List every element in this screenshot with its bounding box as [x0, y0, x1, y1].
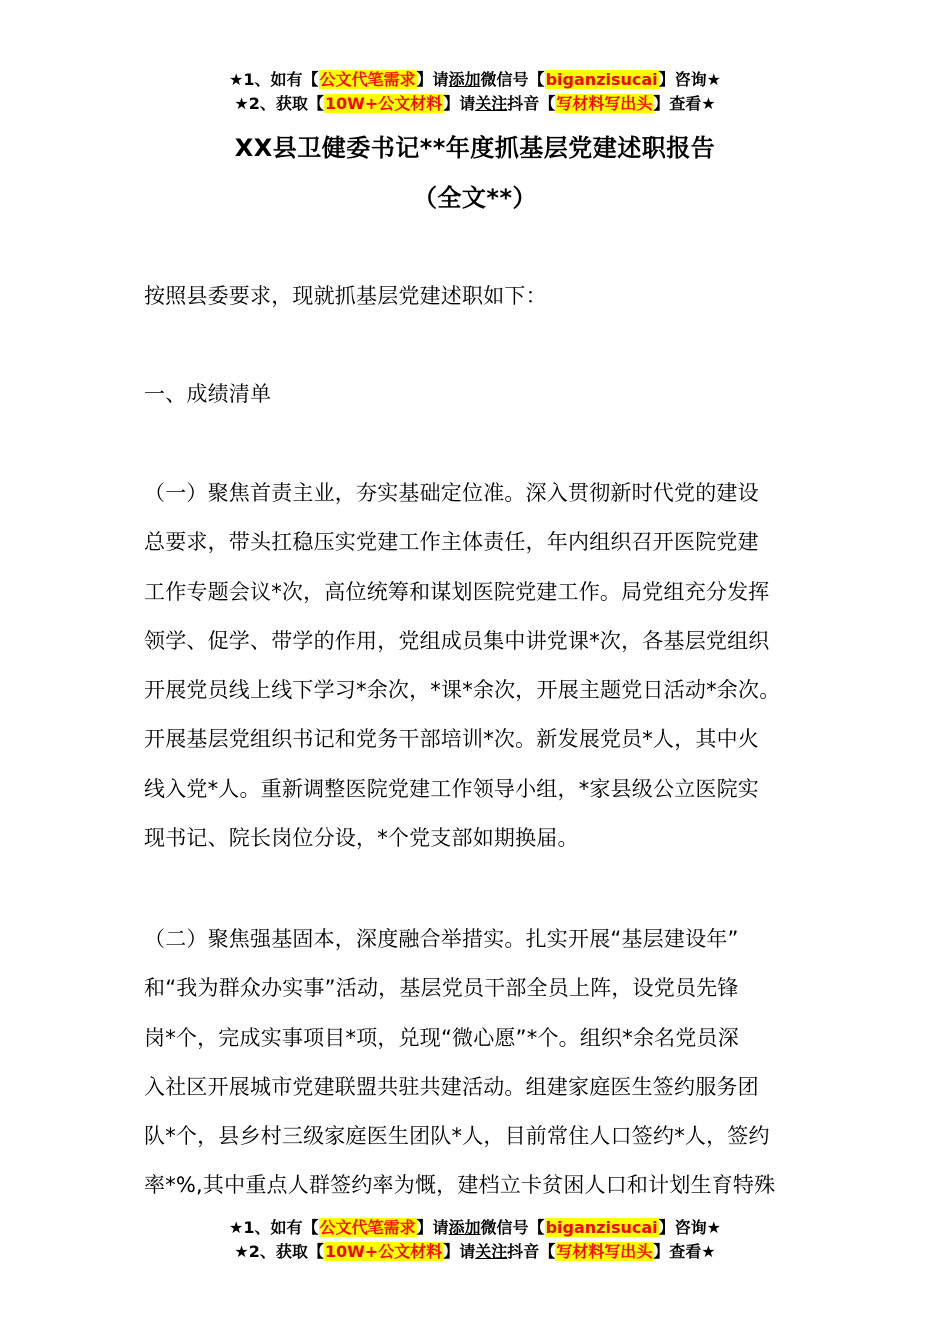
promo-banner-bottom — [0, 1216, 950, 1264]
paragraph-line: 工作专题会议*次，高位统筹和谋划医院党建工作。局党组充分发挥 — [144, 579, 770, 604]
paragraph-line: 入社区开展城市党建联盟共驻共建活动。组建家庭医生签约服务团 — [144, 1074, 759, 1099]
paragraph-line: 队*个，县乡村三级家庭医生团队*人，目前常住人口签约*人，签约 — [144, 1124, 770, 1149]
paragraph-line: 领学、促学、带学的作用，党组成员集中讲党课*次，各基层党组织 — [144, 628, 770, 653]
paragraph-line: 率*%,其中重点人群签约率为慨，建档立卡贫困人口和计划生育特殊 — [144, 1173, 776, 1198]
paragraph-line: 总要求，带头扛稳压实党建工作主体责任，年内组织召开医院党建 — [144, 530, 759, 555]
promo-banner-top — [0, 68, 950, 116]
paragraph-line: 和“我为群众办实事”活动，基层党员干部全员上阵，设党员先锋 — [144, 976, 739, 1001]
paragraph-line: 现书记、院长岗位分设，*个党支部如期换届。 — [144, 826, 579, 851]
paragraph-2 — [144, 915, 816, 1211]
promo-line-2: ★2、获取【10W+公文材料】请关注抖音【写材料写出头】查看★ — [234, 1242, 716, 1261]
paragraph-line: （一）聚焦首责主业，夯实基础定位准。深入贯彻新时代党的建设 — [144, 481, 759, 505]
highlight-materials: 10W+公文材料 — [324, 94, 443, 113]
highlight-materials: 10W+公文材料 — [324, 1242, 443, 1261]
paragraph-1 — [144, 469, 816, 863]
highlight-douyin-id: 写材料写出头 — [556, 94, 653, 113]
promo-line-2: ★2、获取【10W+公文材料】请关注抖音【写材料写出头】查看★ — [234, 94, 716, 113]
intro-paragraph: 按照县委要求，现就抓基层党建述职如下： — [144, 284, 547, 308]
document-title: XX县卫健委书记**年度抓基层党建述职报告 — [234, 134, 716, 162]
paragraph-line: 岗*个，完成实事项目*项，兑现“微心愿”*个。组织*余名党员深 — [144, 1025, 739, 1050]
highlight-service: 公文代笔需求 — [319, 70, 416, 89]
highlight-service: 公文代笔需求 — [319, 1218, 416, 1237]
paragraph-line: 开展党员线上线下学习*余次，*课*余次，开展主题党日活动*余次。 — [144, 678, 781, 703]
document-subtitle: （全文**） — [412, 184, 538, 212]
paragraph-line: 开展基层党组织书记和党务干部培训*次。新发展党员*人，其中火 — [144, 727, 759, 752]
promo-line-1: ★1、如有【公文代笔需求】请添加微信号【biganzisucai】咨询★ — [229, 70, 721, 89]
promo-line-1: ★1、如有【公文代笔需求】请添加微信号【biganzisucai】咨询★ — [229, 1218, 721, 1237]
paragraph-line: 线入党*人。重新调整医院党建工作领导小组，*家县级公立医院实 — [144, 776, 759, 801]
paragraph-line: （二）聚焦强基固本，深度融合举措实。扎实开展“基层建设年” — [144, 927, 739, 951]
highlight-wechat-id: biganzisucai — [545, 1218, 658, 1237]
highlight-wechat-id: biganzisucai — [545, 70, 658, 89]
section-heading: 一、成绩清单 — [144, 382, 272, 406]
highlight-douyin-id: 写材料写出头 — [556, 1242, 653, 1261]
